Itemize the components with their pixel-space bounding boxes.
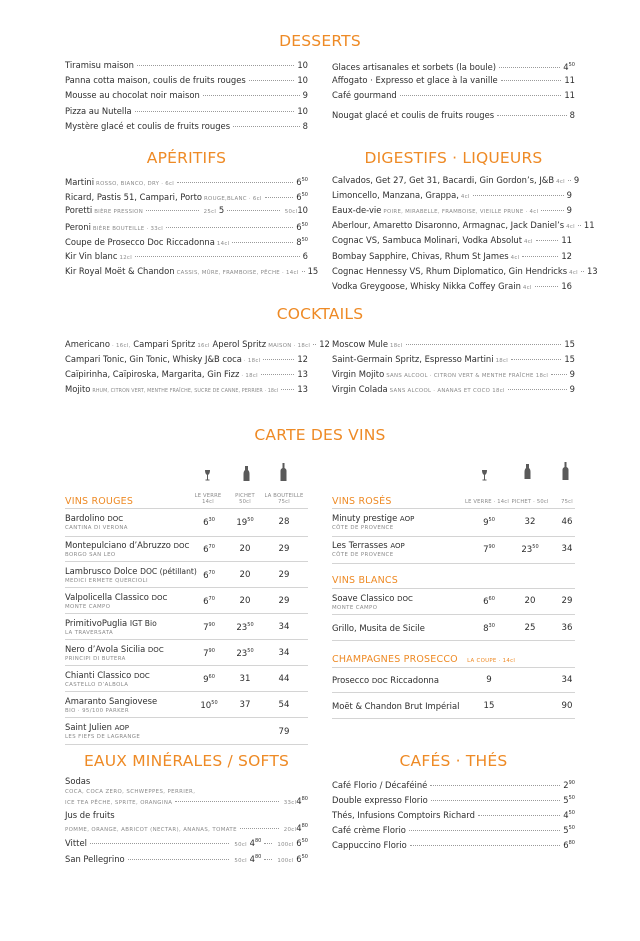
column-header: LE VERRE 14cl [194,493,222,505]
menu-item [65,75,308,86]
bottle-price: 34 [561,544,573,554]
item-name: Poretti BIÈRE PRESSION [65,205,144,215]
item-name: Mousse au chocolat noir maison [65,90,200,100]
item-price: $2^{90}$ [563,780,575,790]
glass-price: $6^{60}$ [483,596,495,607]
menu-item [332,339,575,352]
menu-item [332,823,575,836]
item-name: Double expresso Florio [332,795,428,805]
bottle-icon [280,463,287,481]
wine-list-title: CARTE DES VINS [254,426,386,444]
item-name: Mystère glacé et coulis de fruits rouges [65,121,231,131]
column-header: PICHET · 50cl [511,499,549,505]
item-name: Campari Tonic, Gin Tonic, Whisky J&B coca · 18cl [65,354,261,364]
item-price: 9 [566,205,572,215]
bottle-price: 34 [278,648,290,658]
bottle-icon [562,462,569,480]
menu-item [65,369,308,382]
wine-producer: CANTINA DI VERONA [65,525,128,531]
pitcher-price: 37 [239,700,251,710]
item-price: $5^{50}$ [563,825,575,835]
item-price: $6^{50}$ [296,222,308,232]
item-price: 100cl $6^{50}$ [277,838,308,848]
glass-price: $7^{90}$ [203,622,215,633]
item-price: 50cl10 [284,205,308,215]
pitcher-icon [242,466,250,481]
wine-producer: CASTELLO D’ALBOLA [65,682,129,688]
item-name: Virgin Colada SANS ALCOOL · ANANAS ET COCO 18cl [332,384,505,394]
item-price: 10 [297,75,308,85]
item-price: $8^{50}$ [296,237,308,247]
item-name: Glaces artisanales et sorbets (la boule) [332,62,497,72]
item-name: Moscow Mule 18cl [332,339,403,349]
glass-price: $6^{70}$ [203,544,215,555]
wine-name: Lambrusco Dolce DOC (pétillant) [65,566,197,576]
item-price: 9 [573,175,580,185]
item-name: Kir Royal Moët & Chandon CASSIS, MÛRE, FRAMBOISE, PÊCHE · 14cl [65,266,299,276]
waters-title: EAUX MINÉRALES / SOFTS [83,752,290,770]
section-heading: VINS ROSÉS [332,496,392,507]
item-price: 8 [302,121,308,131]
bottle-price: 28 [278,517,290,527]
pitcher-price: 20 [239,544,251,554]
menu-item [332,778,575,791]
item-price: 15 [564,354,575,364]
item-name: Saint-Germain Spritz, Espresso Martini 18cl [332,354,509,364]
item-price: 8 [569,110,575,120]
section-heading: VINS ROUGES [65,496,134,507]
bottle-price: 29 [561,596,573,606]
wine-name: Nero d’Avola Sicilia DOC [65,644,164,654]
glass-price: 9 [486,675,492,685]
menu-item [332,281,572,294]
item-price: 11 [564,90,575,100]
item-price: $6^{50}$ [296,192,308,202]
item-price: $4^{50}$ [563,62,575,72]
wine-producer: BIO · 95/100 PARKER [65,708,129,714]
bottle-price: 46 [561,517,573,527]
menu-item [332,251,572,264]
item-name: Calvados, Get 27, Get 31, Bacardi, Gin Gordon’s, J&B 4cl [332,175,565,185]
menu-item [65,794,308,809]
menu-item [332,808,575,821]
item-name: Cappuccino Florio [332,840,407,850]
wine-name: Prosecco DOC Riccadonna [332,675,439,685]
glass-price: $6^{30}$ [203,517,215,528]
menu-item [332,175,580,188]
bottle-price: 29 [278,570,290,580]
item-name: Vodka Greygoose, Whisky Nikka Coffey Grain 4cl [332,281,532,291]
item-price: 11 [561,235,572,245]
menu-item [332,793,575,806]
wine-name: Les Terrasses AOP [332,540,405,550]
glass-price: $6^{70}$ [203,596,215,607]
item-name: Café gourmand [332,90,397,100]
menu-item [65,266,319,279]
item-description: ICE TEA PÊCHE, SPRITE, ORANGINA [65,800,173,806]
item-name: Martini ROSSO, BIANCO, DRY · 6cl [65,177,175,187]
item-name: Nougat glacé et coulis de fruits rouges [332,110,495,120]
glass-price: $10^{50}$ [200,700,218,711]
wine-glass-icon [204,470,211,481]
item-description: POMME, ORANGE, ABRICOT (NECTAR), ANANAS, TOMATE [65,827,237,833]
menu-item [332,384,575,397]
item-name: Limoncello, Manzana, Grappa, 4cl [332,190,470,200]
wine-name: Moët & Chandon Brut Impérial [332,701,460,711]
menu-item [65,60,308,71]
wine-glass-icon [481,470,488,481]
aperitifs-title: APÉRITIFS [146,149,227,167]
bottle-price: 34 [278,622,290,632]
item-price: 11 [583,220,595,230]
menu-item [65,235,308,250]
item-name: Caïpirinha, Caïpiroska, Margarita, Gin Fizz · 18cl [65,369,258,379]
column-header: LE VERRE · 14cl [465,499,509,505]
glass-price: $8^{30}$ [483,623,495,634]
glass-price: $6^{70}$ [203,570,215,581]
pitcher-price: 32 [524,517,536,527]
bottle-price: 36 [561,623,573,633]
item-price: 11 [564,75,575,85]
pitcher-price: 20 [239,570,251,580]
item-name: Coupe de Prosecco Doc Riccadonna 14cl [65,237,230,247]
item-name: Virgin Mojito SANS ALCOOL · CITRON VERT & MENTHE FRAÎCHE 18cl [332,369,549,379]
item-name: Pizza au Nutella [65,106,132,116]
menu-item [332,60,575,73]
item-name: Bombay Sapphire, Chivas, Rhum St James 4cl [332,251,520,261]
section-heading: CHAMPAGNES PROSECCO LA COUPE · 14cl [332,654,516,665]
bottle-price: 79 [278,727,290,737]
item-name: Panna cotta maison, coulis de fruits rouges [65,75,246,85]
menu-item [65,852,308,867]
menu-item [65,384,308,397]
wine-name: Soave Classico DOC [332,593,413,603]
item-price: 12 [319,339,330,349]
menu-item [65,90,308,101]
item-price: 13 [297,369,308,379]
wine-name: Grillo, Musita de Sicile [332,623,425,633]
item-description: COCA, COCA ZERO, SCHWEPPES, PERRIER, [65,789,196,795]
item-name: Kir Vin blanc 12cl [65,251,132,261]
bottle-price: 90 [561,701,573,711]
wine-name: Montepulciano d’Abruzzo DOC [65,540,190,550]
item-price: 16 [561,281,572,291]
menu-item [332,235,572,248]
item-price: $5^{50}$ [563,795,575,805]
wine-producer: MONTE CAMPO [332,605,378,611]
section-heading: VINS BLANCS [332,575,398,586]
menu-item [332,190,572,203]
item-price: 15 [307,266,319,276]
menu-item [65,175,308,190]
item-price: 9 [569,384,575,394]
wine-producer: LA TRAVERSATA [65,630,114,636]
glass-price: $9^{50}$ [483,517,495,528]
item-name: Peroni BIÈRE BOUTEILLE · 33cl [65,222,164,232]
menu-item [332,220,595,233]
pitcher-price: $23^{50}$ [236,622,254,633]
item-name: Eaux-de-vie POIRE, MIRABELLE, FRAMBOISE, VIEILLE PRUNE · 4cl [332,205,539,215]
menu-item [332,110,575,121]
item-price-small: 50cl $4^{80}$ [234,854,262,864]
menu-item [65,339,330,352]
wine-name: Minuty prestige AOP [332,513,415,523]
item-name: Vittel [65,838,87,848]
desserts-title: DESSERTS [279,32,361,50]
item-name: Sodas [65,776,91,786]
glass-price: 15 [483,701,495,711]
item-name: San Pellegrino [65,854,125,864]
item-price: 100cl $6^{50}$ [277,854,308,864]
item-price: 10 [297,106,308,116]
bottle-price: 44 [278,674,290,684]
menu-item [332,205,572,218]
item-price: 12 [297,354,308,364]
column-header: 75cl [561,499,573,505]
bottle-price: 29 [278,544,290,554]
wine-name: Valpolicella Classico DOC [65,592,168,602]
wine-name: PrimitivoPuglia IGT Bio [65,618,157,628]
item-price: 6 [302,251,308,261]
pitcher-price: $19^{50}$ [236,517,254,528]
pitcher-price: 31 [239,674,251,684]
item-name: Aberlour, Amaretto Disaronno, Armagnac, Jack Daniel’s 4cl [332,220,575,230]
wine-producer: BORGO SAN LEO [65,552,116,558]
pitcher-price: 25 [524,623,536,633]
pitcher-icon [523,464,531,479]
bottle-price: 54 [278,700,290,710]
wine-name: Saint Julien AOP [65,722,129,732]
item-price: $6^{80}$ [563,840,575,850]
pitcher-price: $23^{50}$ [236,648,254,659]
digestifs-title: DIGESTIFS · LIQUEURS [364,149,543,167]
item-name: Tiramisu maison [65,60,134,70]
menu-item [65,106,308,117]
wine-name: Chianti Classico DOC [65,670,150,680]
column-header: LA BOUTEILLE 75cl [264,493,304,505]
wine-producer: CÔTE DE PROVENCE [332,525,394,531]
item-name: Café crème Florio [332,825,406,835]
menu-item [332,90,575,101]
item-name: Café Florio / Décaféiné [332,780,428,790]
item-name: Ricard, Pastis 51, Campari, Porto ROUGE,BLANC · 6cl [65,192,262,202]
pitcher-price: 20 [524,596,536,606]
menu-item [65,836,308,851]
item-name: Cognac VS, Sambuca Molinari, Vodka Absolut 4cl [332,235,533,245]
coffees-title: CAFÉS · THÉS [399,752,508,770]
menu-item [332,838,575,851]
item-price: $6^{50}$ [296,177,308,187]
item-price: 12 [561,251,572,261]
item-name: Americano · 16cl, Campari Spritz 16cl Aperol Spritz MAISON · 18cl [65,339,311,349]
item-price: $4^{50}$ [563,810,575,820]
glass-price: $7^{90}$ [203,648,215,659]
item-price: 9 [302,90,308,100]
item-price: 9 [566,190,572,200]
menu-item [65,821,308,836]
menu-item [65,354,308,367]
item-price: $20cl4^{80}$ [283,823,308,833]
menu-item [332,354,575,367]
wine-name: Amaranto Sangiovese [65,696,158,706]
item-price: 15 [564,339,575,349]
pitcher-price: $23^{50}$ [521,544,539,555]
menu-item [65,121,308,132]
glass-price: $9^{60}$ [203,674,215,685]
menu-item [65,251,308,264]
item-price: 13 [297,384,308,394]
item-price: 13 [586,266,598,276]
menu-item [65,205,308,218]
cocktails-title: COCKTAILS [276,305,364,323]
pitcher-price: 20 [239,596,251,606]
menu-item [65,220,308,235]
glass-price: $7^{90}$ [483,544,495,555]
item-name: Cognac Hennessy VS, Rhum Diplomatico, Gin Hendricks 4cl [332,266,578,276]
item-name: Jus de fruits [65,810,115,820]
item-name: Thés, Infusions Comptoirs Richard [332,810,475,820]
item-name: Mojito RHUM, CITRON VERT, MENTHE FRAÎCHE, SUCRE DE CANNE, PERRIER · 18cl [65,384,279,394]
bottle-price: 34 [561,675,573,685]
menu-item [332,266,598,279]
wine-producer: CÔTE DE PROVENCE [332,552,394,558]
item-price-small: 25cl 5 [203,205,225,215]
column-header: PICHET 50cl [235,493,255,505]
item-price: 10 [297,60,308,70]
menu-item [332,75,575,86]
wine-producer: MEDICI ERMETE QUERCIOLI [65,578,148,584]
wine-producer: PRINCIPI DI BUTERA [65,656,126,662]
item-price: $33cl4^{80}$ [283,796,308,806]
item-price: 9 [569,369,575,379]
wine-producer: LES FIEFS DE LAGRANGE [65,734,141,740]
wine-producer: MONTE CAMPO [65,604,111,610]
item-name: Affogato · Expresso et glace à la vanille [332,75,498,85]
menu-item [65,190,308,205]
menu-item [332,369,575,382]
bottle-price: 29 [278,596,290,606]
item-price-small: 50cl $4^{80}$ [234,838,262,848]
wine-name: Bardolino DOC [65,513,124,523]
